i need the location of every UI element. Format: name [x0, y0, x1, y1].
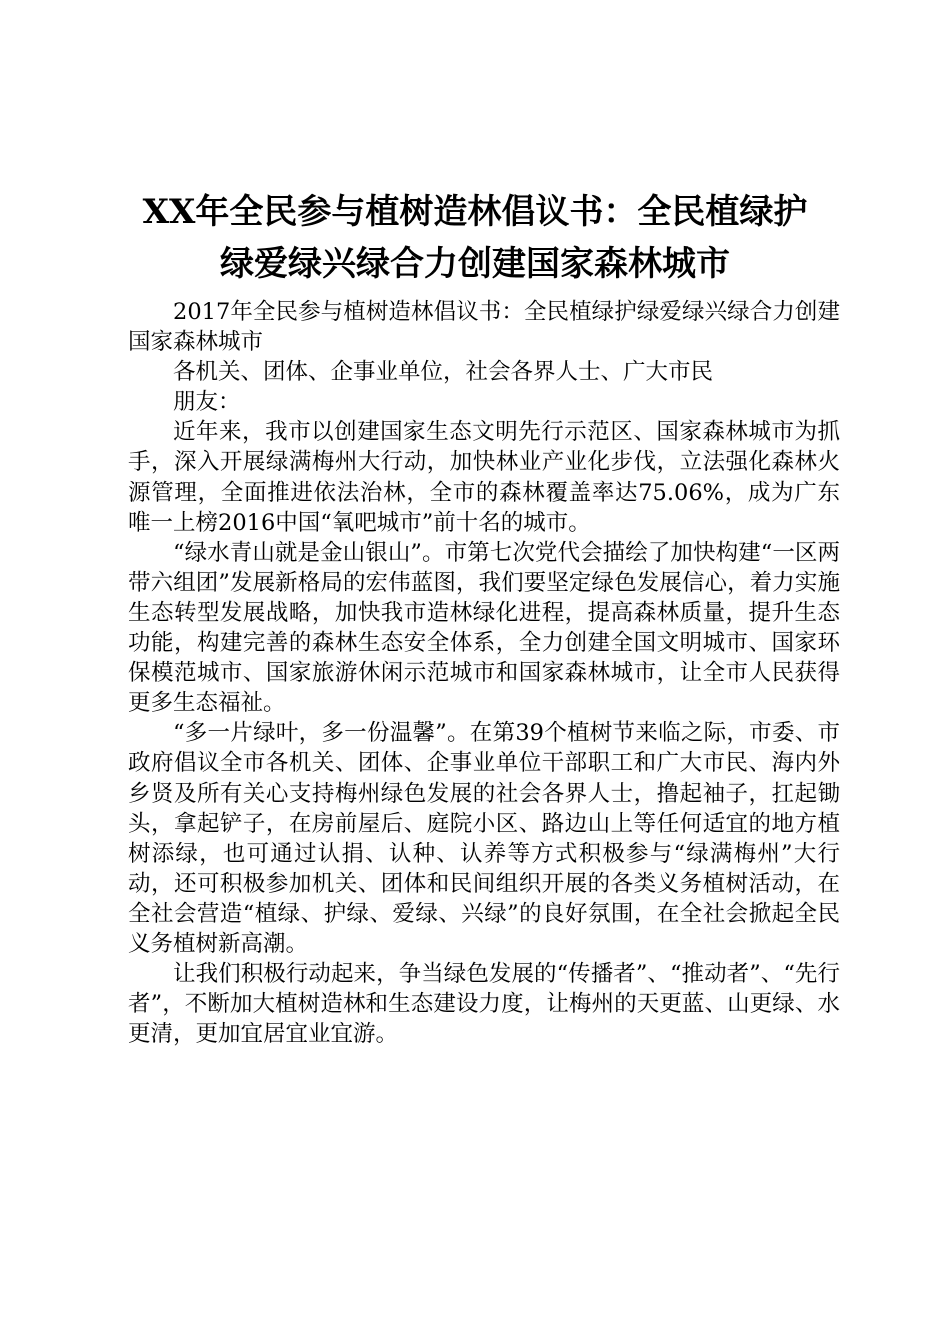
- paragraph-3: “多一片绿叶，多一份温馨”。在第39个植树节来临之际，市委、市政府倡议全市各机关、团体、企事业单位干部职工和广大市民、海内外乡贤及所有关心支持梅州绿色发展的社会各界人士，撸起袖子，扛起锄头，拿起铲子，在房前屋后、庭院小区、路边山上等任何适宜的地方植树添绿，也可通过认捐、认种、认养等方式积极参与“绿满梅州”大行动，还可积极参加机关、团体和民间组织开展的各类义务植树活动，在全社会营造“植绿、护绿、爱绿、兴绿”的良好氛围，在全社会掀起全民义务植树新高潮。: [128, 720, 840, 957]
- document-body: [128, 297, 840, 1049]
- document-title-line-1: XX年全民参与植树造林倡议书：全民植绿护: [142, 192, 808, 232]
- document-subtitle: 2017年全民参与植树造林倡议书：全民植绿护绿爱绿兴绿合力创建国家森林城市: [128, 299, 840, 356]
- salutation-line-1: 各机关、团体、企事业单位，社会各界人士、广大市民: [173, 359, 714, 386]
- paragraph-2: “绿水青山就是金山银山”。市第七次党代会描绘了加快构建“一区两带六组团”发展新格局的宏伟蓝图，我们要坚定绿色发展信心，着力实施生态转型发展战略，加快我市造林绿化进程，提高森林质量，提升生态功能，构建完善的森林生态安全体系，全力创建全国文明城市、国家环保模范城市、国家旅游休闲示范城市和国家森林城市，让全市人民获得更多生态福祉。: [128, 539, 840, 717]
- salutation-line-2: 朋友：: [173, 389, 241, 416]
- document-title-line-2: 绿爱绿兴绿合力创建国家森林城市: [220, 244, 730, 284]
- paragraph-4: 让我们积极行动起来，争当绿色发展的“传播者”、“推动者”、“先行者”，不断加大植树造林和生态建设力度，让梅州的天更蓝、山更绿、水更清，更加宜居宜业宜游。: [128, 961, 840, 1048]
- paragraph-1: 近年来，我市以创建国家生态文明先行示范区、国家森林城市为抓手，深入开展绿满梅州大行动，加快林业产业化步伐，立法强化森林火源管理，全面推进依法治林，全市的森林覆盖率达75.06%，成为广东唯一上榜2016中国“氧吧城市”前十名的城市。: [128, 419, 840, 536]
